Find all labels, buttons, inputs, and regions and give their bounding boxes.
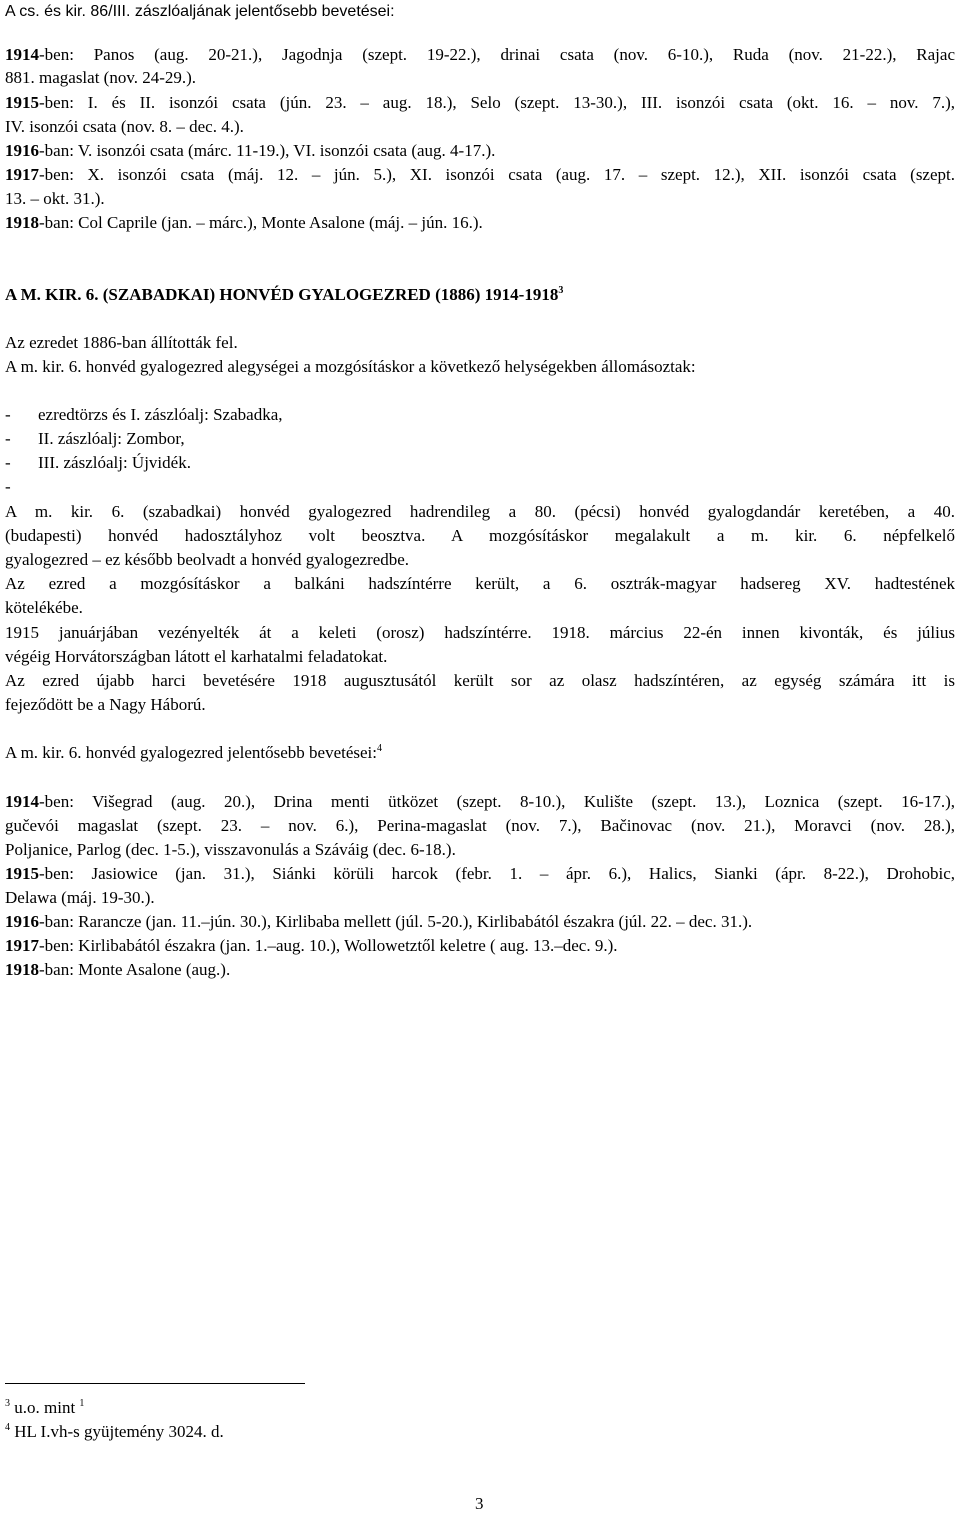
paragraph-line: végéig Horvátországban látott el karhatalmi feladatokat. bbox=[5, 647, 388, 666]
deploy-line: 13. – okt. 31.). bbox=[5, 189, 105, 208]
list-item: - ezredtörzs és I. zászlóalj: Szabadka, bbox=[5, 405, 283, 424]
footnote: $^4$ HL I.vh-s gyüjtemény 3024. d. bbox=[5, 1422, 224, 1441]
paragraph-line: 1915 januárjában vezényelték át a keleti (orosz) hadszíntérre. 1918. március 22-én innen kivonták, és július bbox=[5, 623, 955, 642]
footnote-ref: 3 bbox=[558, 285, 564, 296]
list-item: - II. zászlóalj: Zombor, bbox=[5, 429, 185, 448]
deploy-line: IV. isonzói csata (nov. 8. – dec. 4.). bbox=[5, 117, 244, 136]
deploy-line: 881. magaslat (nov. 24-29.). bbox=[5, 68, 197, 87]
footnote-separator bbox=[5, 1383, 305, 1384]
stations-intro: A m. kir. 6. honvéd gyalogezred alegységei a mozgósításkor a következő helységekben állomásoztak: bbox=[5, 357, 696, 376]
deploy-1915-line: 1915-ben: I. és II. isonzói csata (jún. 23. – aug. 18.), Selo (szept. 13-30.), III. isonzói csata (okt. 16. – nov. 7.), bbox=[5, 93, 955, 112]
founded-text: Az ezredet 1886-ban állították fel. bbox=[5, 333, 238, 352]
deploy-1914-line: 1914-ben: Višegrad (aug. 20.), Drina menti ütközet (szept. 8-10.), Kulište (szept. 13.), Loznica (szept. 16-17.), bbox=[5, 792, 955, 811]
year-1914: 1914 bbox=[5, 45, 39, 64]
footnote: $^3$ u.o. mint $^1$ bbox=[5, 1398, 85, 1417]
deploy-1916-line: 1916-ban: Rarancze (jan. 11.–jún. 30.), Kirlibaba mellett (júl. 5-20.), Kirlibabától északra (júl. 22. – dec. 31.). bbox=[5, 912, 753, 931]
deploy-1914-line: 1914-ben: Panos (aug. 20-21.), Jagodnja (szept. 19-22.), drinai csata (nov. 6-10.), Ruda (nov. 21-22.), Rajac bbox=[5, 45, 955, 64]
section-heading-86: A cs. és kir. 86/III. zászlóaljának jelentősebb bevetései: bbox=[5, 3, 395, 20]
deploy-1918-line: 1918-ban: Monte Asalone (aug.). bbox=[5, 960, 231, 979]
footnote-ref: 4 bbox=[377, 743, 383, 754]
deploy-line: gučevói magaslat (szept. 23. – nov. 6.), Perina-magaslat (nov. 7.), Bačinovac (nov. 21.), Moravci (nov. 28.), bbox=[5, 816, 955, 835]
regiment-title: A M. KIR. 6. (SZABADKAI) HONVÉD GYALOGEZRED (1886) 1914-1918$^3$ bbox=[5, 285, 564, 304]
list-item: - bbox=[5, 477, 11, 496]
deploy-1918-line: 1918-ban: Col Caprile (jan. – márc.), Monte Asalone (máj. – jún. 16.). bbox=[5, 213, 483, 232]
paragraph-line: Az ezred a mozgósításkor a balkáni hadszíntérre került, a 6. osztrák-magyar hadsereg XV. hadtestének bbox=[5, 574, 955, 593]
deploy-line: Delawa (máj. 19-30.). bbox=[5, 888, 155, 907]
paragraph-line: A m. kir. 6. (szabadkai) honvéd gyalogezred hadrendileg a 80. (pécsi) honvéd gyalogdandár keretében, a 40. bbox=[5, 502, 955, 521]
paragraph-line: kötelékébe. bbox=[5, 598, 83, 617]
deploy-1917-line: 1917-ben: X. isonzói csata (máj. 12. – jún. 5.), XI. isonzói csata (aug. 17. – szept. 12.), XII. isonzói csata (szept. bbox=[5, 165, 955, 184]
deploy-1915-line: 1915-ben: Jasiowice (jan. 31.), Siánki körüli harcok (febr. 1. – ápr. 6.), Halics, Sianki (ápr. 8-22.), Drohobic, bbox=[5, 864, 955, 883]
paragraph-line: (budapesti) honvéd hadosztályhoz volt beosztva. A mozgósításkor megalakult a m. kir. 6. népfelkelő bbox=[5, 526, 955, 545]
paragraph-line: fejeződött be a Nagy Háború. bbox=[5, 695, 206, 714]
list-item: - III. zászlóalj: Újvidék. bbox=[5, 453, 191, 472]
page-number: 3 bbox=[475, 1494, 484, 1513]
deploy-line: Poljanice, Parlog (dec. 1-5.), visszavonulás a Száváig (dec. 6-18.). bbox=[5, 840, 456, 859]
deploy-1917-line: 1917-ben: Kirlibabától északra (jan. 1.–aug. 10.), Wollowetztől keletre ( aug. 13.–dec. 9.). bbox=[5, 936, 618, 955]
paragraph-line: gyalogezred – ez később beolvadt a honvéd gyalogezredbe. bbox=[5, 550, 410, 569]
paragraph-line: Az ezred újabb harci bevetésére 1918 augusztusától került sor az olasz hadszíntéren, az egység számára itt is bbox=[5, 671, 955, 690]
deployments-heading: A m. kir. 6. honvéd gyalogezred jelentősebb bevetései:$^4$ bbox=[5, 743, 383, 762]
deploy-1916-line: 1916-ban: V. isonzói csata (márc. 11-19.), VI. isonzói csata (aug. 4-17.). bbox=[5, 141, 496, 160]
